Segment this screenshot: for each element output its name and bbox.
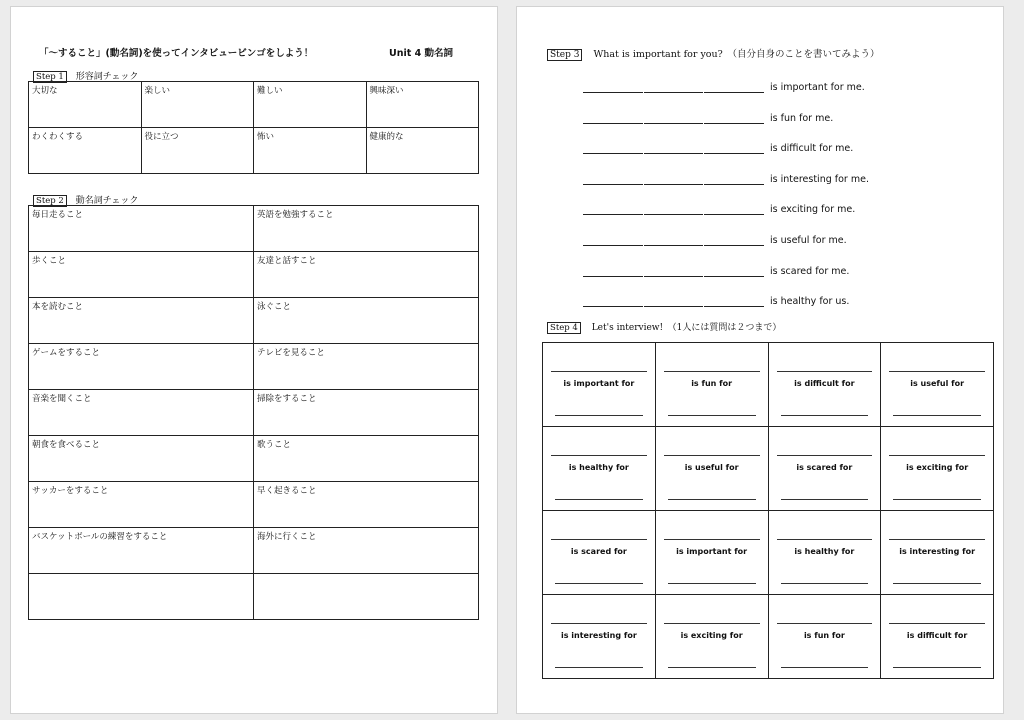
bingo-row: [543, 427, 994, 511]
gerund-cell: 音楽を聞くこと: [29, 390, 254, 436]
bingo-phrase: is difficult for: [906, 631, 968, 640]
bingo-cell: [768, 595, 881, 679]
answer-blank[interactable]: [664, 623, 760, 624]
bingo-cell: [543, 427, 656, 511]
gerund-cell: バスケットボールの練習をすること: [29, 528, 254, 574]
name-blank[interactable]: [668, 499, 756, 500]
bingo-cell: [768, 427, 881, 511]
gerund-cell: 本を読むこと: [29, 298, 254, 344]
bingo-cell: [881, 595, 994, 679]
answer-blank[interactable]: [889, 455, 985, 456]
bingo-phrase: is exciting for: [906, 463, 969, 472]
bingo-cell: [655, 427, 768, 511]
answer-blank[interactable]: [583, 112, 764, 124]
gerund-cell: 早く起きること: [254, 482, 479, 528]
name-blank[interactable]: [668, 583, 756, 584]
gerund-table: [28, 205, 479, 620]
bingo-phrase: is interesting for: [899, 547, 976, 556]
bingo-phrase: is interesting for: [560, 631, 637, 640]
answer-blank[interactable]: [551, 539, 647, 540]
bingo-cell: [881, 427, 994, 511]
answer-blank[interactable]: [777, 455, 873, 456]
answer-blank[interactable]: [551, 623, 647, 624]
adjective-cell: 難しい: [254, 82, 367, 128]
name-blank[interactable]: [555, 667, 643, 668]
step1-title: 形容詞チェック: [75, 72, 139, 82]
bingo-phrase: is exciting for: [680, 631, 743, 640]
gerund-row: [29, 436, 479, 482]
bingo-phrase: is scared for: [796, 463, 853, 472]
gerund-cell: [254, 574, 479, 620]
sentence-ending: is difficult for me.: [770, 143, 854, 155]
gerund-row: [29, 252, 479, 298]
gerund-row: [29, 574, 479, 620]
adjective-cell: 大切な: [29, 82, 142, 128]
bingo-phrase: is fun for: [803, 631, 845, 640]
gerund-cell: ゲームをすること: [29, 344, 254, 390]
answer-blank[interactable]: [583, 142, 764, 154]
step2-title: 動名詞チェック: [75, 196, 139, 206]
worksheet-page-right: [516, 6, 1004, 714]
step3-sentence: [583, 173, 869, 189]
sentence-ending: is healthy for us.: [770, 296, 850, 308]
gerund-cell: 海外に行くこと: [254, 528, 479, 574]
answer-blank[interactable]: [889, 623, 985, 624]
bingo-phrase: is difficult for: [794, 379, 855, 388]
step3-sentence: [583, 112, 833, 128]
answer-blank[interactable]: [664, 539, 760, 540]
gerund-cell: 朝食を食べること: [29, 436, 254, 482]
answer-blank[interactable]: [583, 173, 764, 185]
name-blank[interactable]: [781, 667, 869, 668]
worksheet-page-left: [10, 6, 498, 714]
gerund-row: [29, 298, 479, 344]
sentence-ending: is fun for me.: [770, 112, 834, 124]
name-blank[interactable]: [781, 583, 869, 584]
gerund-row: [29, 528, 479, 574]
gerund-cell: 英語を勉強すること: [254, 206, 479, 252]
bingo-cell: [768, 511, 881, 595]
step3-sentence: [583, 203, 855, 219]
bingo-phrase: is healthy for: [568, 463, 629, 472]
gerund-cell: 毎日走ること: [29, 206, 254, 252]
answer-blank[interactable]: [551, 371, 647, 372]
adjective-cell: 楽しい: [141, 82, 254, 128]
bingo-phrase: is useful for: [684, 463, 739, 472]
bingo-phrase: is important for: [563, 379, 635, 388]
bingo-grid: [542, 342, 994, 679]
sentence-ending: is scared for me.: [770, 265, 850, 277]
bingo-row: [543, 595, 994, 679]
bingo-phrase: is fun for: [691, 379, 733, 388]
name-blank[interactable]: [555, 415, 643, 416]
answer-blank[interactable]: [583, 203, 764, 215]
answer-blank[interactable]: [777, 623, 873, 624]
gerund-cell: 歌うこと: [254, 436, 479, 482]
step2-label: Step 2: [33, 195, 67, 207]
sentence-ending: is exciting for me.: [770, 204, 856, 216]
bingo-cell: [655, 595, 768, 679]
adjective-row: [29, 128, 479, 174]
gerund-cell: 掃除をすること: [254, 390, 479, 436]
adjective-cell: 怖い: [254, 128, 367, 174]
step3-label: Step 3: [547, 49, 582, 61]
bingo-phrase: is healthy for: [794, 547, 855, 556]
adjective-cell: わくわくする: [29, 128, 142, 174]
title-row: [33, 45, 475, 59]
adjective-cell: 健康的な: [366, 128, 479, 174]
step4-title: Let's interview! （1人には質問は２つまで）: [591, 323, 782, 333]
name-blank[interactable]: [668, 667, 756, 668]
adjective-cell: 役に立つ: [141, 128, 254, 174]
bingo-cell: [543, 343, 656, 427]
gerund-cell: テレビを見ること: [254, 344, 479, 390]
gerund-row: [29, 206, 479, 252]
name-blank[interactable]: [781, 499, 869, 500]
bingo-phrase: is useful for: [910, 379, 965, 388]
gerund-cell: [29, 574, 254, 620]
answer-blank[interactable]: [583, 81, 764, 93]
worksheet-title: 「～すること」(動名詞)を使ってインタビュービンゴをしよう！: [39, 48, 314, 59]
sentence-ending: is important for me.: [770, 82, 865, 93]
step4-label: Step 4: [547, 322, 581, 334]
step3-sentence: [583, 81, 865, 97]
answer-blank[interactable]: [777, 539, 873, 540]
answer-blank[interactable]: [583, 234, 764, 246]
adjective-row: [29, 82, 479, 128]
name-blank[interactable]: [893, 667, 981, 668]
bingo-cell: [881, 511, 994, 595]
sentence-ending: is interesting for me.: [770, 173, 869, 185]
step4-heading: [547, 320, 781, 333]
step3-sentence: [583, 142, 853, 158]
answer-blank[interactable]: [889, 371, 985, 372]
bingo-phrase: is scared for: [570, 547, 627, 556]
answer-blank[interactable]: [889, 539, 985, 540]
adjective-cell: 興味深い: [366, 82, 479, 128]
gerund-row: [29, 390, 479, 436]
gerund-cell: サッカーをすること: [29, 482, 254, 528]
unit-label: Unit 4 動名詞: [389, 48, 453, 59]
answer-blank[interactable]: [551, 455, 647, 456]
name-blank[interactable]: [668, 415, 756, 416]
name-blank[interactable]: [781, 415, 869, 416]
answer-blank[interactable]: [664, 371, 760, 372]
bingo-cell: [543, 595, 656, 679]
gerund-cell: 泳ぐこと: [254, 298, 479, 344]
bingo-phrase: is important for: [676, 547, 748, 556]
answer-blank[interactable]: [583, 265, 764, 277]
answer-blank[interactable]: [664, 455, 760, 456]
step3-sentence: [583, 295, 849, 311]
name-blank[interactable]: [555, 499, 643, 500]
step1-label: Step 1: [33, 71, 67, 83]
bingo-cell: [655, 511, 768, 595]
bingo-row: [543, 343, 994, 427]
name-blank[interactable]: [893, 583, 981, 584]
gerund-cell: 歩くこと: [29, 252, 254, 298]
name-blank[interactable]: [893, 499, 981, 500]
gerund-row: [29, 482, 479, 528]
answer-blank[interactable]: [583, 295, 764, 307]
step3-sentence: [583, 234, 847, 250]
bingo-cell: [543, 511, 656, 595]
bingo-cell: [768, 343, 881, 427]
sentence-ending: is useful for me.: [770, 235, 847, 246]
gerund-cell: 友達と話すこと: [254, 252, 479, 298]
bingo-cell: [881, 343, 994, 427]
adjective-table: [28, 81, 479, 174]
step3-heading: [547, 46, 880, 60]
answer-blank[interactable]: [777, 371, 873, 372]
gerund-row: [29, 344, 479, 390]
name-blank[interactable]: [555, 583, 643, 584]
bingo-cell: [655, 343, 768, 427]
step3-sentence: [583, 265, 849, 281]
bingo-row: [543, 511, 994, 595]
name-blank[interactable]: [893, 415, 981, 416]
step3-title: What is important for you? （自分自身のことを書いてみよう）: [593, 49, 880, 60]
